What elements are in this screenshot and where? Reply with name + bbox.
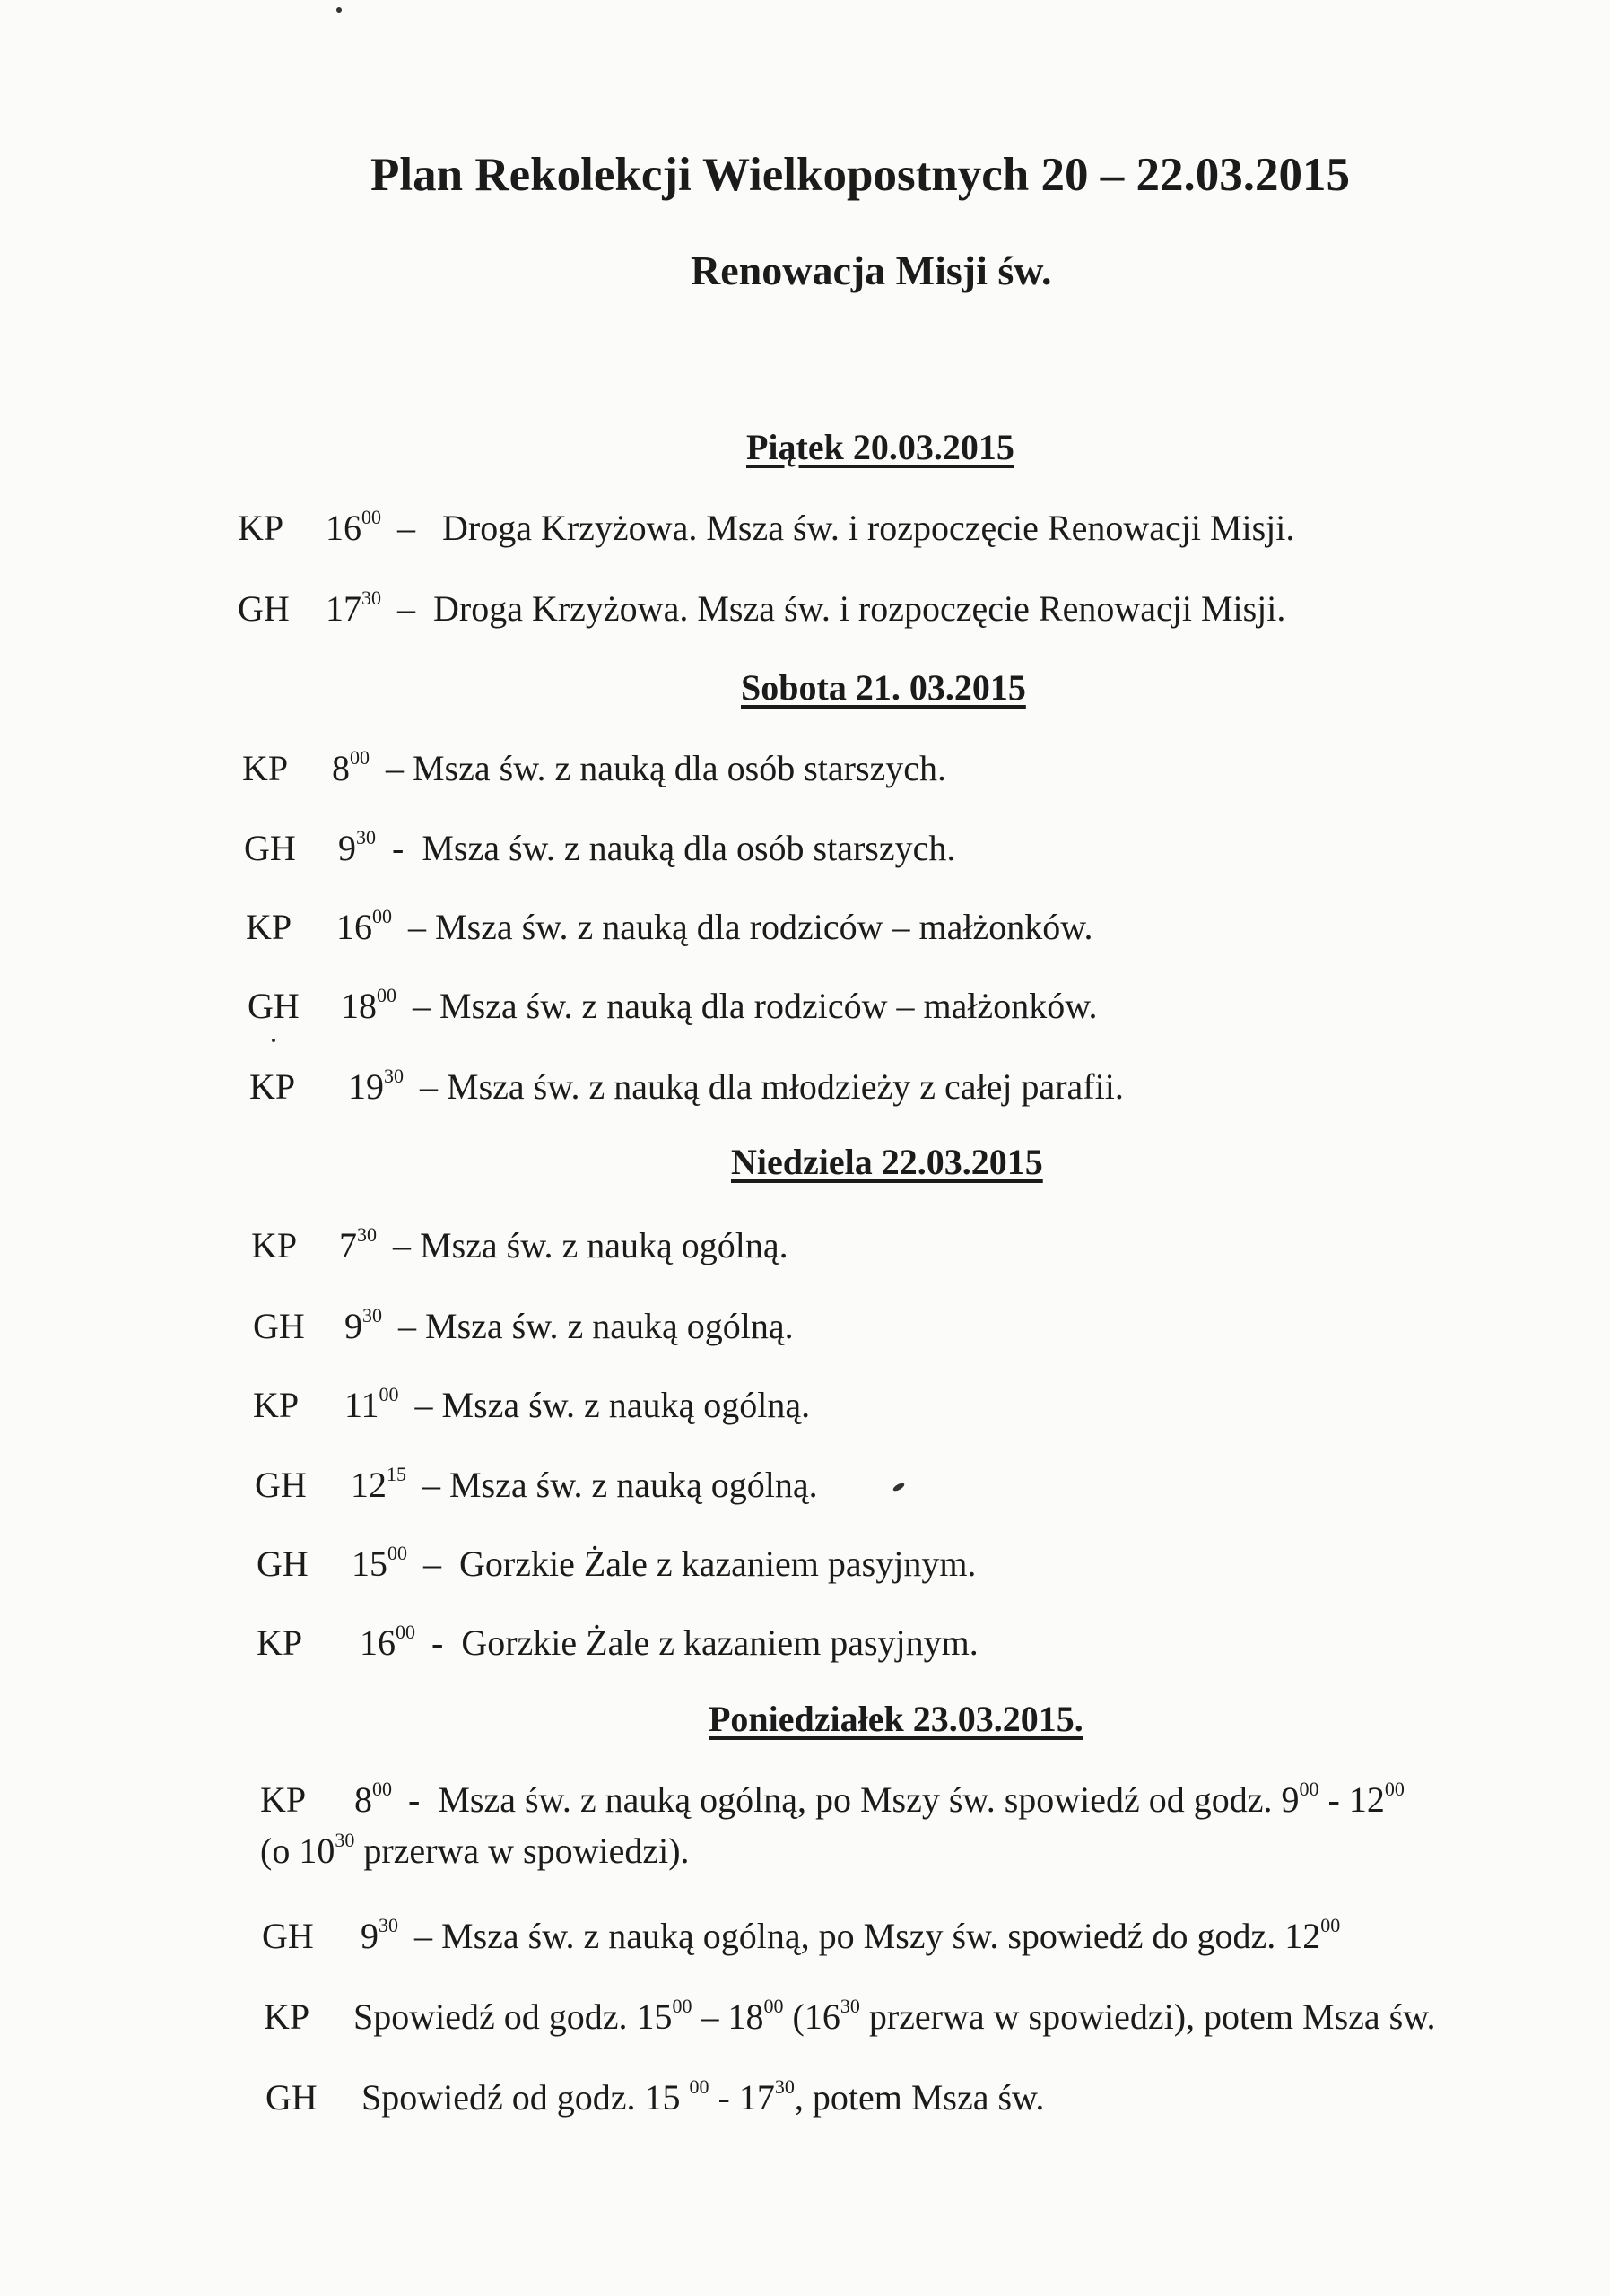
entry-text: Msza św. z nauką dla rodziców – małżonków.: [439, 986, 1098, 1026]
time: $11^{00}$: [344, 1383, 399, 1425]
entry-text: Droga Krzyżowa. Msza św. i rozpoczęcie Renowacji Misji.: [442, 508, 1295, 548]
separator: –: [397, 588, 415, 629]
schedule-entry-continuation: (o $10^{30}$ przerwa w spowiedzi).: [260, 1829, 690, 1871]
entry-text: Spowiedź od godz. $15^{00} - 18^{00}$ ($16^{30}$ przerwa w spowiedzi), potem Msza św.: [353, 1995, 1436, 2037]
location-code: GH: [262, 1916, 314, 1956]
schedule-entry: [265, 2076, 1044, 2118]
separator: –: [386, 748, 404, 788]
day-heading-saturday: Sobota 21. 03.2015: [741, 667, 1026, 708]
schedule-entry: [264, 1996, 1436, 2038]
location-code: KP: [260, 1779, 307, 1820]
schedule-entry: [238, 587, 1285, 630]
document-title: Plan Rekolekcji Wielkopostnych 20 – 22.03.2015: [370, 149, 1350, 201]
entry-text: Droga Krzyżowa. Msza św. i rozpoczęcie Renowacji Misji.: [433, 588, 1286, 629]
schedule-entry: [262, 1915, 1340, 1957]
separator: –: [414, 1916, 432, 1956]
schedule-entry: [244, 827, 955, 869]
scan-speck: [892, 1482, 905, 1492]
location-code: GH: [244, 828, 296, 868]
scan-speck: [272, 1039, 275, 1042]
entry-text: Msza św. z nauką dla rodziców – małżonków.: [435, 907, 1093, 947]
separator: -: [408, 1779, 421, 1820]
location-code: GH: [253, 1306, 305, 1346]
entry-text: Gorzkie Żale z kazaniem pasyjnym.: [459, 1544, 977, 1584]
schedule-entry: [253, 1384, 810, 1426]
location-code: KP: [246, 907, 292, 947]
schedule-entry: [255, 1464, 818, 1506]
document-subtitle: Renowacja Misji św.: [691, 248, 1052, 293]
schedule-entry: [257, 1543, 976, 1585]
entry-text: Msza św. z nauką dla osób starszych.: [413, 748, 947, 788]
location-code: KP: [242, 748, 289, 788]
schedule-entry: [249, 1065, 1124, 1108]
separator: –: [414, 1385, 433, 1425]
entry-text: Msza św. z nauką ogólną.: [449, 1465, 818, 1505]
time: $17^{30}$: [326, 587, 381, 629]
entry-text: Gorzkie Żale z kazaniem pasyjnym.: [461, 1622, 979, 1663]
time: $12^{15}$: [351, 1463, 406, 1505]
entry-text: Msza św. z nauką dla młodzieży z całej parafii.: [447, 1066, 1124, 1107]
location-code: KP: [257, 1622, 303, 1663]
separator: –: [420, 1066, 438, 1107]
schedule-entry: [257, 1622, 979, 1664]
entry-text: Msza św. z nauką ogólną.: [425, 1306, 794, 1346]
location-code: KP: [249, 1066, 296, 1107]
entry-text: Msza św. z nauką ogólną.: [420, 1225, 788, 1265]
scan-speck: [336, 7, 342, 13]
location-code: KP: [253, 1385, 300, 1425]
schedule-entry: [260, 1779, 1405, 1821]
schedule-entry: [248, 985, 1097, 1027]
time: $15^{00}$: [352, 1542, 407, 1584]
time: $16^{00}$: [336, 905, 392, 947]
time: $9^{30}$: [361, 1914, 398, 1956]
separator: –: [398, 1306, 416, 1346]
location-code: KP: [238, 508, 284, 548]
day-heading-friday: Piątek 20.03.2015: [746, 427, 1014, 467]
location-code: KP: [264, 1996, 310, 2037]
schedule-entry: [242, 747, 946, 789]
schedule-entry: [246, 906, 1092, 948]
time: $8^{00}$: [332, 746, 370, 788]
location-code: KP: [251, 1225, 298, 1265]
location-code: GH: [257, 1544, 309, 1584]
time: $18^{00}$: [341, 984, 396, 1026]
entry-text: Msza św. z nauką ogólną.: [441, 1385, 811, 1425]
time: $9^{30}$: [338, 826, 376, 868]
separator: -: [431, 1622, 444, 1663]
time: $19^{30}$: [348, 1065, 404, 1107]
separator: -: [392, 828, 405, 868]
time: $9^{30}$: [344, 1304, 382, 1346]
entry-text: Msza św. z nauką ogólną, po Mszy św. spowiedź do godz. $12^{00}$: [441, 1914, 1341, 1956]
entry-text: Msza św. z nauką ogólną, po Mszy św. spowiedź od godz. $9^{00} - 12^{00}$: [438, 1778, 1405, 1820]
separator: –: [413, 986, 431, 1026]
separator: –: [408, 907, 426, 947]
time: $16^{00}$: [326, 506, 381, 548]
entry-text: Spowiedź od godz. 15 $^{00} - 17^{30}$, potem Msza św.: [361, 2075, 1045, 2118]
location-code: GH: [238, 588, 290, 629]
location-code: GH: [248, 986, 300, 1026]
time: $8^{00}$: [354, 1778, 392, 1820]
schedule-entry: [253, 1305, 794, 1347]
schedule-entry: [238, 507, 1294, 549]
time: $16^{00}$: [360, 1621, 415, 1663]
separator: –: [422, 1465, 440, 1505]
location-code: GH: [255, 1465, 307, 1505]
day-heading-monday: Poniedziałek 23.03.2015.: [709, 1699, 1083, 1739]
time: $7^{30}$: [339, 1223, 377, 1265]
location-code: GH: [265, 2077, 318, 2118]
schedule-entry: [251, 1224, 788, 1266]
separator: –: [393, 1225, 411, 1265]
separator: –: [397, 508, 415, 548]
separator: –: [423, 1544, 441, 1584]
day-heading-sunday: Niedziela 22.03.2015: [731, 1142, 1043, 1182]
entry-text: Msza św. z nauką dla osób starszych.: [422, 828, 956, 868]
